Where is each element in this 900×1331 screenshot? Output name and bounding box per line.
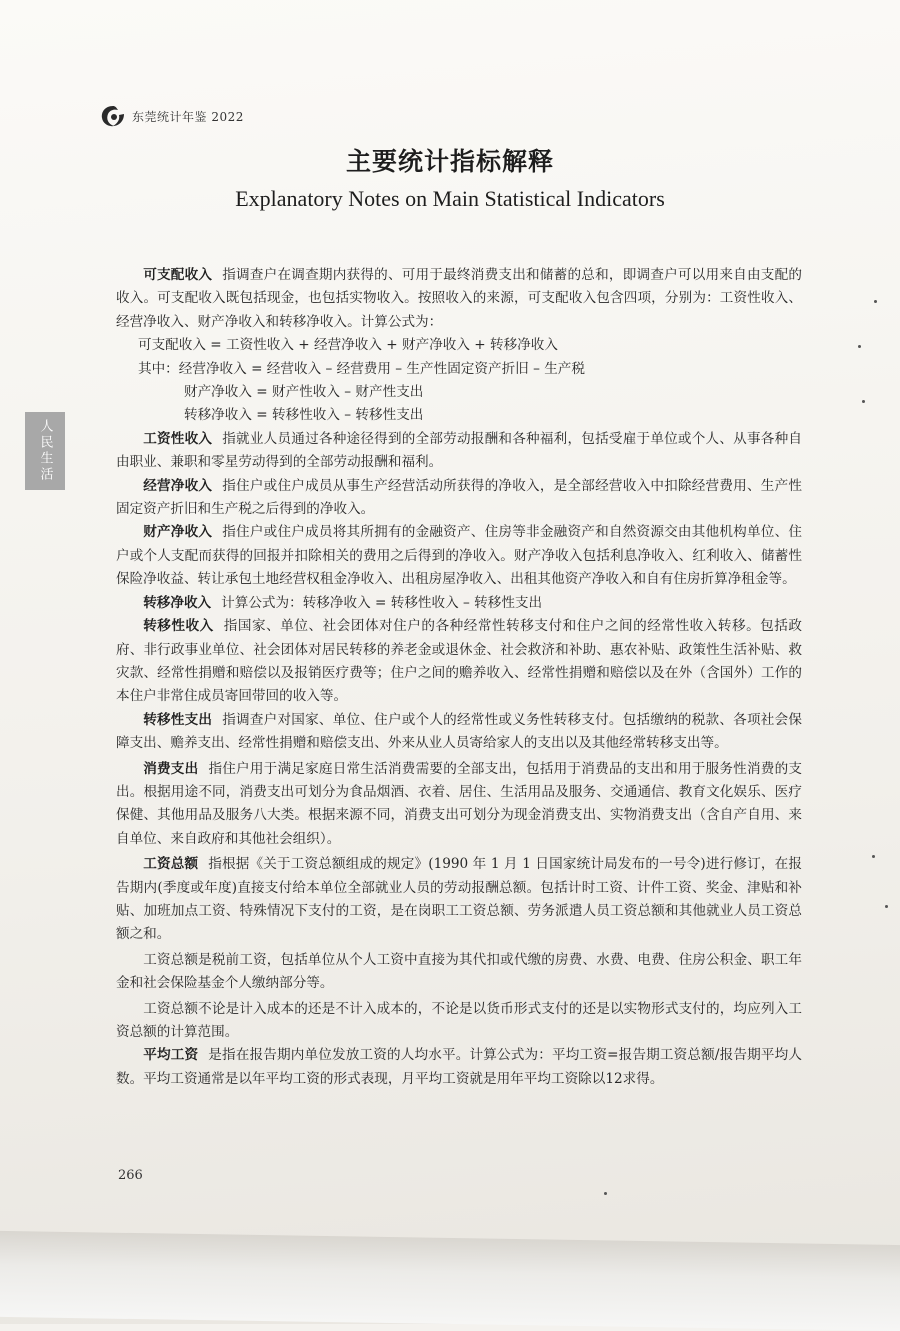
running-header	[100, 104, 244, 128]
total-wages-note-scope: 工资总额不论是计入成本的还是不计入成本的，不论是以货币形式支付的还是以实物形式支付的，均应列入工资总额的计算范围。	[116, 1000, 802, 1040]
term-label: 财产净收入	[143, 524, 213, 541]
definition-text: 指就业人员通过各种途径得到的全部劳动报酬和各种福利，包括受雇于单位或个人、从事各种自由职业、兼职和零星劳动得到的全部劳动报酬和福利。	[116, 430, 802, 471]
definition-text: 指调查户对国家、单位、住户或个人的经常性或义务性转移支付。包括缴纳的税款、各项社会保障支出、赡养支出、经常性捐赠和赔偿支出、外来从业人员寄给家人的支出以及其他经常转移支出等。	[116, 711, 802, 752]
entry-total-wages	[116, 853, 802, 947]
definition-text: 计算公式为：转移净收入 = 转移性收入 – 转移性支出	[221, 594, 543, 611]
entry-wage-income	[116, 428, 802, 475]
term-label: 转移性支出	[143, 711, 213, 728]
definition-text: 指住户用于满足家庭日常生活消费需要的全部支出，包括用于消费品的支出和用于服务性消费的支出。根据用途不同，消费支出可划分为食品烟酒、衣着、居住、生活用品及服务、交通通信、教育文化娱乐、医疗保健、其他用品及服务八大类。根据来源不同，消费支出可划分为现金消费支出、实物消费支出（含自产自用、来自单位、来自政府和其他社会组织）。	[116, 760, 803, 847]
scan-speck	[874, 300, 877, 303]
term-label: 经营净收入	[143, 477, 213, 494]
entry-average-wage	[116, 1044, 802, 1091]
entry-disposable-income	[116, 264, 802, 334]
scan-speck	[885, 905, 888, 908]
yearbook-logo-icon	[100, 104, 126, 128]
entry-transfer-net-income	[116, 592, 802, 615]
scan-speck	[858, 345, 861, 348]
scan-speck	[862, 400, 865, 403]
term-label: 工资性收入	[143, 430, 213, 447]
definition-text: 指住户或住户成员从事生产经营活动所获得的净收入，是全部经营收入中扣除经营费用、生产性固定资产折旧和生产税之后得到的净收入。	[116, 477, 802, 518]
term-label: 工资总额	[143, 856, 199, 873]
section-side-tab: 人民生活	[25, 412, 65, 490]
definition-text: 指根据《关于工资总额组成的规定》(1990 年 1 月 1 日国家统计局发布的一号令)进行修订，在报告期内(季度或年度)直接支付给本单位全部就业人员的劳动报酬总额。包括计时工资、计件工资、奖金、津贴和补贴、加班加点工资、特殊情况下支付的工资，是在岗职工工资总额、劳务派遣人员工资总额和其他就业人员工资总额之和。	[116, 856, 802, 943]
term-label: 可支配收入	[143, 267, 213, 283]
entry-transfer-income	[116, 615, 802, 709]
entry-property-net-income	[116, 521, 802, 591]
total-wages-note-pretax: 工资总额是税前工资，包括单位从个人工资中直接为其代扣或代缴的房费、水费、电费、住房公积金、职工年金和社会保险基金个人缴纳部分等。	[116, 951, 802, 992]
entry-business-net-income	[116, 475, 802, 522]
definition-text: 指住户或住户成员将其所拥有的金融资产、住房等非金融资产和自然资源交由其他机构单位、住户或个人支配而获得的回报并扣除相关的费用之后得到的净收入。财产净收入包括利息净收入、红利收入、储蓄性保险净收益、转让承包土地经营权租金净收入、出租房屋净收入、出租其他资产净收入和自有住房折算净租金等。	[116, 524, 802, 588]
term-label: 转移净收入	[143, 594, 212, 611]
scan-speck	[872, 855, 875, 858]
yearbook-title: 东莞统计年鉴 2022	[132, 109, 244, 124]
main-content	[116, 264, 802, 1091]
formula-line: 可支配收入 = 工资性收入 + 经营净收入 + 财产净收入 + 转移净收入	[138, 337, 558, 354]
formula-line: 财产净收入 = 财产性收入 – 财产性支出	[184, 384, 424, 401]
page-title-en: Explanatory Notes on Main Statistical Indicators	[235, 186, 665, 211]
entry-transfer-expenditure	[116, 709, 802, 756]
entry-consumption-expenditure	[116, 758, 802, 852]
page-title-cn: 主要统计指标解释	[345, 147, 554, 176]
formula-line: 转移净收入 = 转移性收入 – 转移性支出	[184, 407, 424, 424]
term-label: 转移性收入	[143, 618, 214, 635]
definition-text: 指调查户在调查期内获得的、可用于最终消费支出和储蓄的总和，即调查户可以用来自由支配的收入。可支配收入既包括现金，也包括实物收入。按照收入的来源，可支配收入包含四项，分别为：工资性收入、经营净收入、财产净收入和转移净收入。计算公式为：	[116, 267, 802, 330]
formula-line: 其中：经营净收入 = 经营收入 – 经营费用 – 生产性固定资产折旧 – 生产税	[138, 360, 585, 377]
scan-bottom-edge	[0, 1231, 900, 1331]
definition-text: 指国家、单位、社会团体对住户的各种经常性转移支付和住户之间的经常性收入转移。包括政府、非行政事业单位、社会团体对居民转移的养老金或退休金、社会救济和补助、惠农补贴、政策性生活补贴、救灾款、经常性捐赠和赔偿以及报销医疗费等；住户之间的赡养收入、经常性捐赠和赔偿以及在外（含国外）工作的本住户非常住成员寄回带回的收入等。	[116, 618, 803, 705]
term-label: 消费支出	[143, 760, 199, 777]
definition-text: 是指在报告期内单位发放工资的人均水平。计算公式为：平均工资=报告期工资总额/报告期平均人数。平均工资通常是以年平均工资的形式表现，月平均工资就是用年平均工资除以12求得。	[116, 1047, 802, 1087]
term-label: 平均工资	[143, 1047, 199, 1064]
scan-speck	[604, 1192, 607, 1195]
page-number: 266	[118, 1168, 143, 1183]
